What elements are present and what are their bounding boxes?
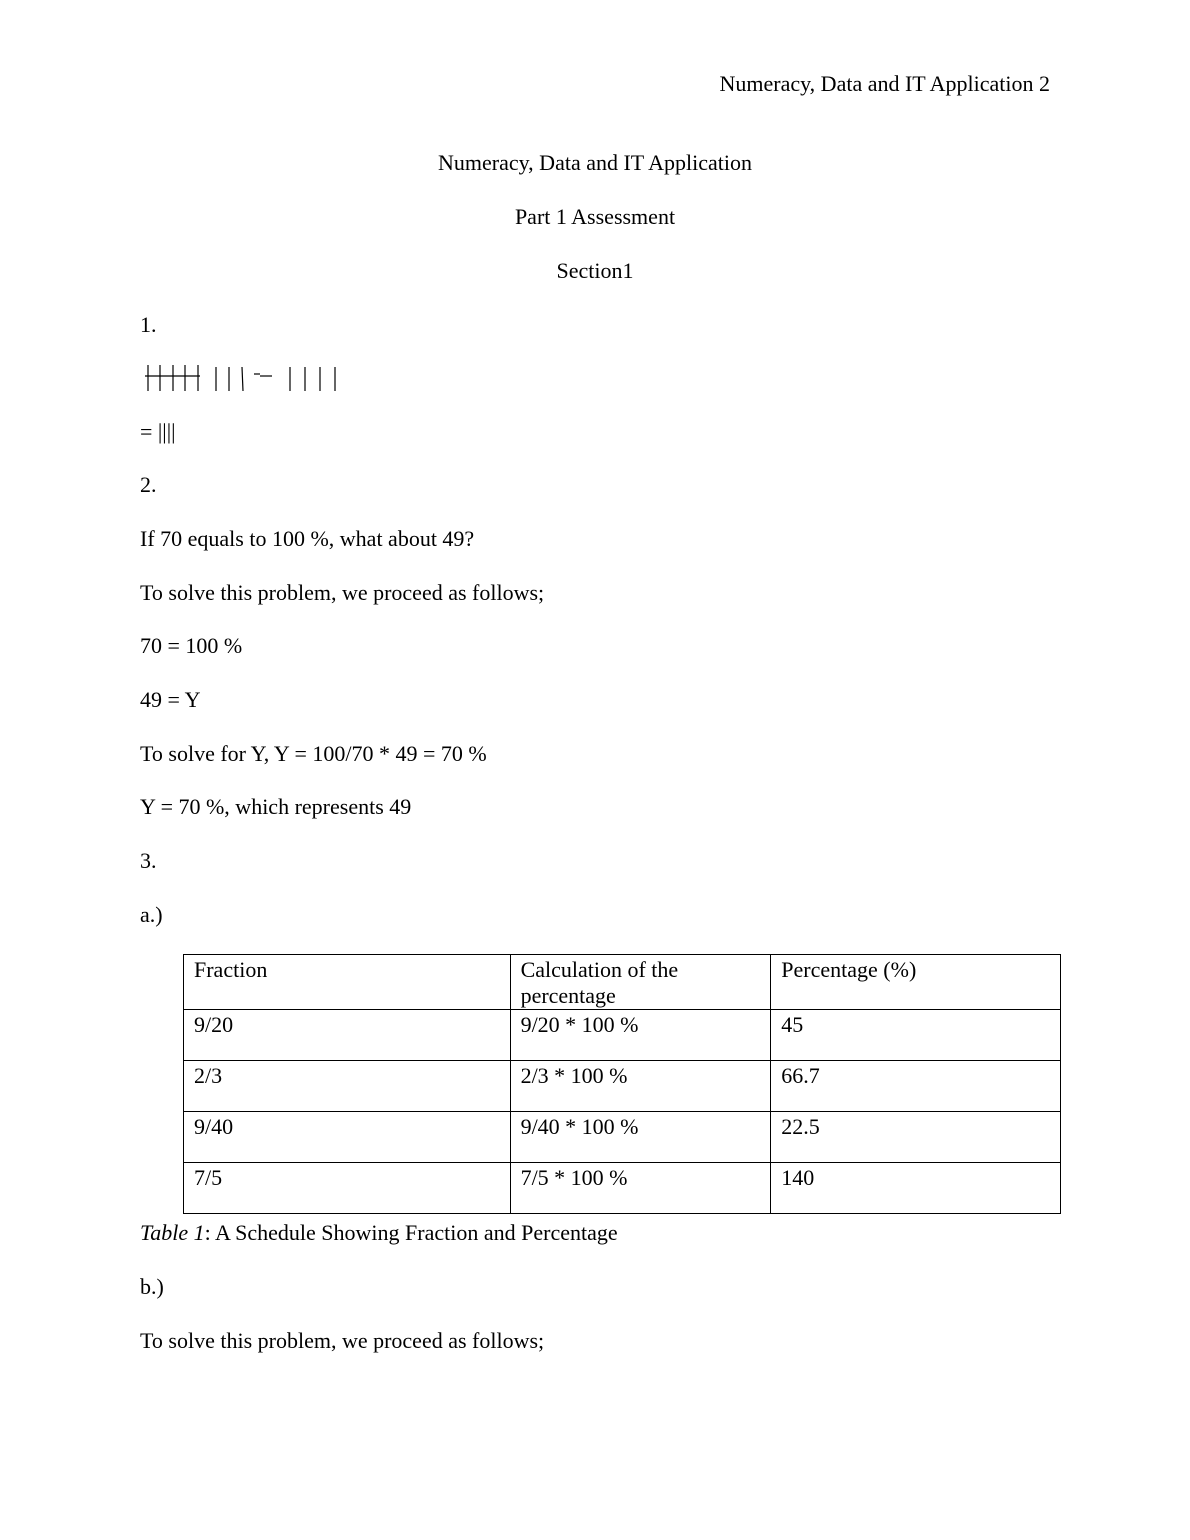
document-title: Numeracy, Data and IT Application <box>437 150 752 175</box>
table-cell: 7/5 <box>184 1163 511 1214</box>
part-b-intro: To solve this problem, we proceed as follows; <box>140 1328 545 1353</box>
table-cell: 140 <box>771 1163 1061 1214</box>
table-header-cell: Percentage (%) <box>771 955 1061 1010</box>
question-2-answer: Y = 70 %, which represents 49 <box>140 794 412 819</box>
table-cell: 22.5 <box>771 1112 1061 1163</box>
table-header-cell: Calculation of the percentage <box>510 955 771 1010</box>
table-cell: 2/3 * 100 % <box>510 1061 771 1112</box>
table-caption-text: : A Schedule Showing Fraction and Percentage <box>204 1220 618 1245</box>
table-header-cell: Fraction <box>184 955 511 1010</box>
part-a-label: a.) <box>140 902 163 927</box>
question-2-text: If 70 equals to 100 %, what about 49? <box>140 526 475 551</box>
table-cell: 2/3 <box>184 1061 511 1112</box>
table-row <box>184 1163 1061 1214</box>
question-1-result: = |||| <box>140 419 176 444</box>
question-2-intro: To solve this problem, we proceed as follows; <box>140 580 545 605</box>
equation-1: 70 = 100 % <box>140 633 243 658</box>
table-caption-label: Table 1 <box>140 1220 205 1245</box>
question-3-number: 3. <box>140 848 157 873</box>
question-1-number: 1. <box>140 312 157 337</box>
table-cell: 9/40 * 100 % <box>510 1112 771 1163</box>
table-row <box>184 1112 1061 1163</box>
table-cell: 9/20 <box>184 1010 511 1061</box>
table-row <box>184 1061 1061 1112</box>
table-header-row <box>184 955 1061 1010</box>
table-cell: 66.7 <box>771 1061 1061 1112</box>
table-cell: 9/40 <box>184 1112 511 1163</box>
section-heading: Section1 <box>556 258 634 283</box>
table-caption <box>140 1219 618 1247</box>
table-row <box>184 1010 1061 1061</box>
tally-marks-drawing <box>140 362 350 394</box>
part-b-label: b.) <box>140 1274 164 1299</box>
solve-step: To solve for Y, Y = 100/70 * 49 = 70 % <box>140 741 487 766</box>
equation-2: 49 = Y <box>140 687 201 712</box>
table-cell: 7/5 * 100 % <box>510 1163 771 1214</box>
running-header: Numeracy, Data and IT Application 2 <box>719 71 1050 96</box>
document-subtitle: Part 1 Assessment <box>514 204 676 229</box>
question-2-number: 2. <box>140 472 157 497</box>
table-cell: 9/20 * 100 % <box>510 1010 771 1061</box>
fraction-percentage-table <box>183 954 1061 1214</box>
table-cell: 45 <box>771 1010 1061 1061</box>
